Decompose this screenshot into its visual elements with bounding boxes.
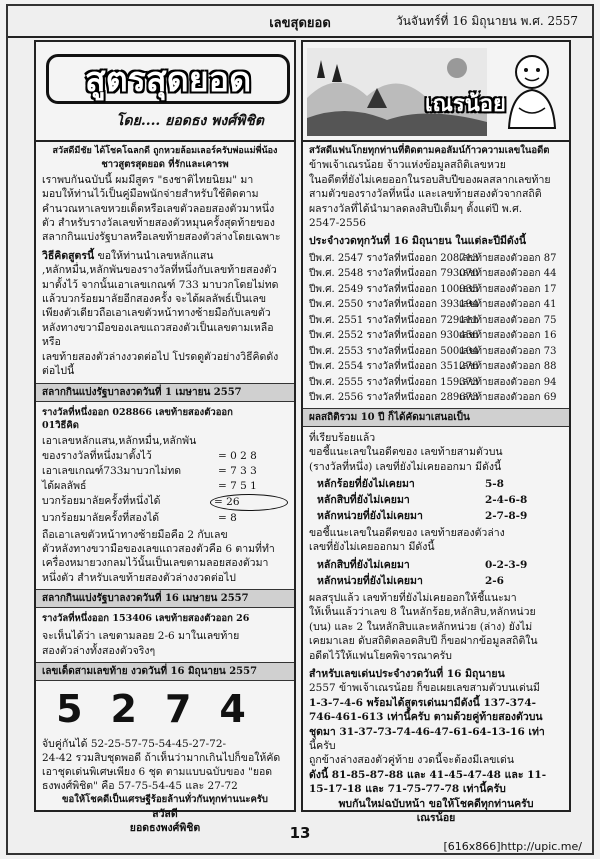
right-column [301, 40, 571, 824]
greeting-line: ชาวสูตรสุดยอด ที่รักและเคารพ [101, 159, 229, 171]
mid-text [303, 524, 569, 557]
body-line: ให้เห็นแล้วว่าเลข 8 ในหลักร้อย,หลักสิบ,หลักหน่วย [309, 606, 536, 619]
example2-heading: สลากกินแบ่งรัฐบาลงวดวันที่ 16 เมษายน 2557 [36, 589, 294, 608]
body-line: ผลสรุปแล้ว เลขท้ายที่ยังไม่เคยออกให้ชี้แนะมา [309, 591, 517, 604]
body-line: ข้าพเจ้าเณรน้อย จ้าวแห่งข้อมูลสถิติเลขหวย [309, 159, 506, 172]
author-signature: เณรน้อย [416, 811, 456, 824]
body-line: 24-42 รวมสิบชุดพอดี ถ้าเห็นว่ามากเกินไปก็ขอให้คัด [42, 751, 281, 764]
example2-result: รางวัลที่หนึ่งออก 153406 เลขท้ายสองตัวออก 26 [42, 613, 250, 625]
right-intro [303, 142, 569, 232]
body-line: ถูกข้างล่างสองตัวคู่ท้าย งวดนี้จะต้องมีเลขเด่น [309, 754, 515, 767]
body-line: 1-3-7-4-6 พร้อมได้สูตรเด่นมามีดังนี้ 137-374- [309, 696, 537, 709]
column-logo-nennoy: เณรน้อย [425, 91, 506, 117]
body-line: จับคู่กันได้ 52-25-57-75-54-45-27-72- [42, 737, 227, 750]
example1-result-line: รางวัลที่หนึ่งออก 028866 เลขท้ายสองตัวออก [42, 406, 233, 418]
example1-result [36, 404, 294, 434]
page-header [8, 6, 592, 38]
calc-row: ได้ผลลัพธ์ = 7 5 1 [42, 479, 257, 492]
intro-line: เราพบกันฉบับนี้ ผมมีสูตร "ธงชาติไทยนิยม" มา [42, 173, 254, 186]
body-line: ดังนี้ 81-85-87-88 และ 41-45-47-48 และ 11- [309, 768, 547, 781]
page-number: 13 [289, 824, 311, 842]
stat-heading: ผลสถิติรวม 10 ปี ก็ได้คัดมาเสนอเป็น [303, 408, 569, 427]
featured-digits: 5274 [56, 686, 274, 731]
body-line: หนึ่งตัว สำหรับเลขท้ายสองตัวล่างงวดต่อไป [42, 571, 236, 584]
body-line: 15-17-18 และ 71-75-77-78 เท่านี้ครับ [309, 783, 506, 796]
closing-text [36, 735, 294, 837]
body-line: ขอชี้แนะเลขในอดีตของ เลขท้ายสามตัวบน [309, 446, 503, 459]
history-heading: ประจำงวดทุกวันที่ 16 มิถุนายน ในแต่ละปีมีดังนี้ [309, 235, 527, 248]
left-banner [36, 42, 294, 142]
body-line: ผลรางวัลที่ได้นำมาลดลงสิบปีเต็มๆ ตั้งแต่ปี พ.ศ. [309, 202, 523, 215]
greeting-line: สวัสดีมีชัย ได้โชคโฉลกดี ถูกหวยล้อมเลอร์ครับพ่อแม่พี่น้อง [52, 146, 278, 156]
method-line: แล้วบวกร้อยมาลัยอีกสองครั้ง จะได้ผลลัพธ์เป็นเลข [42, 293, 267, 306]
not-out-2digit-table [303, 557, 569, 589]
body-line: ขอชี้แนะเลขในอดีตของ เลขท้ายสองตัวล่าง [309, 527, 505, 540]
calc-row: บวกร้อยมาลัยครั้งที่หนึ่งได้ = 26 [36, 494, 294, 511]
after-calc-text [36, 526, 294, 588]
right-banner [303, 42, 569, 142]
intro-text [36, 142, 294, 247]
suggest-row: หลักร้อยที่ยังไม่เคยมา 5-8 [317, 478, 504, 491]
body-line: สำหรับเลขเด่นประจำงวดวันที่ 16 มิถุนายน [309, 667, 505, 680]
closing-line: พบกันใหม่ฉบับหน้า ขอให้โชคดีทุกท่านครับ [338, 797, 534, 810]
body-line: ตัวหลังทางขวามือของเลขแถวสองตัวคือ 6 ตามที่ทำ [42, 542, 275, 555]
body-line: เอาชุดเด่นพิเศษเพียง 6 ชุด ตามแบบฉบับของ "ยอด [42, 765, 273, 778]
history-row: ปีพ.ศ. 2551 รางวัลที่หนึ่งออก 729111 เลขท้ายสองตัวออก 75 [309, 314, 557, 326]
method-text [36, 247, 294, 381]
method-line: มาตั้งไว้ จากนั้นเอาเลขเกณฑ์ 733 มาบวกโดยไม่ทด [42, 278, 279, 291]
issue-date: วันจันทร์ที่ 16 มิถุนายน พ.ศ. 2557 [395, 14, 578, 28]
history-row: ปีพ.ศ. 2549 รางวัลที่หนึ่งออก 100935 เลขท้ายสองตัวออก 17 [309, 283, 557, 295]
suggest-row: หลักสิบที่ยังไม่เคยมา 2-4-6-8 [317, 494, 528, 507]
suggest-row: หลักสิบที่ยังไม่เคยมา 0-2-3-9 [317, 558, 528, 571]
calc-row: เอาเลขเกณฑ์733มาบวกไม่ทด = 7 3 3 [42, 464, 257, 477]
history-table [303, 251, 569, 406]
intro-line: มอบให้ท่านไว้เป็นคู่มือพนักจ่ายสำหรับใช้ติดตาม [42, 188, 259, 201]
right-headline: สวัสดีแฟนโกยทุกท่านที่ติดตามคอลัมน์ก้าวความเลขในอดีต [309, 145, 550, 156]
body-line: สองตัวล่างทั้งสองตัวจริงๆ [42, 644, 156, 657]
body-line: นี้ครับ [309, 739, 336, 752]
body-line: สามตัวของรางวัลที่หนึ่ง และเลขท้ายสองตัวจากสถิติ [309, 188, 542, 201]
history-row: ปีพ.ศ. 2556 รางวัลที่หนึ่งออก 289673 เลขท้ายสองตัวออก 69 [309, 392, 557, 404]
publication-title: เลขสุดยอด [269, 16, 331, 31]
history-row: ปีพ.ศ. 2553 รางวัลที่หนึ่งออก 500104 เลขท้ายสองตัวออก 73 [309, 345, 557, 357]
example2-text [36, 627, 294, 660]
body-line: ที่เรียบร้อยแล้ว [309, 431, 376, 444]
history-row: ปีพ.ศ. 2548 รางวัลที่หนึ่งออก 793070 เลขท้ายสองตัวออก 44 [309, 268, 557, 280]
intro-line: คำนวณหาเลขหวยเด็ดหรือเลขตัวลอยสองตัวมาหนึ่ง [42, 202, 275, 215]
method-line: เพียงตัวเดียวถือเอาเลขตัวหน้าทางซ้ายมือกับเลขตัว [42, 307, 271, 320]
history-row: ปีพ.ศ. 2550 รางวัลที่หนึ่งออก 393194 เลขท้ายสองตัวออก 41 [309, 299, 557, 311]
calc-row: บวกร้อยมาลัยครั้งที่สองได้ = 8 [42, 511, 237, 524]
body-line: (รางวัลที่หนึ่ง) เลขที่ยังไม่เคยออกมา มีดังนี้ [309, 460, 502, 473]
body-line: ถือเอาเลขตัวหน้าทางซ้ายมือคือ 2 กับเลข [42, 528, 228, 541]
example1-heading: สลากกินแบ่งรัฐบาลงวดวันที่ 1 เมษายน 2557 [36, 383, 294, 402]
suggest-row: หลักหน่วยที่ยังไม่เคยมา 2-6 [317, 574, 504, 587]
calc-table [36, 434, 294, 526]
body-line: 746-461-613 เท่านี้ครับ ตามด้วยคู่ท้ายสองตัวบน [309, 711, 543, 724]
newspaper-page [6, 4, 594, 855]
body-line: ธงพงศ์พิชิต" คือ 57-75-54-45 และ 27-72 [42, 779, 238, 792]
body-line: 2547-2556 [309, 217, 366, 230]
body-line: 2557 ข้าพเจ้าเณรน้อย ก็ขอเผยเลขสามตัวบนเด่นมี [309, 682, 540, 695]
body-line: อดีตไว้ให้แฟนโยคพิจารณาครับ [309, 649, 452, 662]
history-row: ปีพ.ศ. 2552 รางวัลที่หนึ่งออก 930456 เลขท้ายสองตัวออก 16 [309, 330, 557, 342]
body-line: จะเห็นได้ว่า เลขตามลอย 2-6 มาในเลขท้าย [42, 630, 240, 643]
not-out-3digit-table [303, 476, 569, 524]
body-line: (บน) และ 2 ในหลักสิบและหลักหน่วย (ล่าง) ยังไม่ [309, 620, 533, 633]
method-line: ,หลักหมื่น,หลักพันของรางวัลที่หนึ่งกับเลขท้ายสองตัว [42, 264, 277, 277]
calc-row: เอาเลขหลักแสน,หลักหมื่น,หลักพัน [42, 434, 197, 447]
body-line: เลขที่ยังไม่เคยออกมา มีดังนี้ [309, 541, 435, 554]
author-signature: ยอดธงพงศ์พิชิต [129, 821, 201, 834]
watermark: [616x866]http://upic.me/ [443, 840, 582, 853]
suggest-row: หลักหน่วยที่ยังไม่เคยมา 2-7-8-9 [317, 510, 528, 523]
today-text [303, 665, 569, 827]
closing-line: ขอให้โชคดีเป็นเศรษฐีร้อยล้านทั่วกันทุกท่านนะครับ [62, 793, 268, 805]
history-row: ปีพ.ศ. 2555 รางวัลที่หนึ่งออก 159373 เลขท้ายสองตัวออก 94 [309, 376, 557, 388]
left-column [34, 40, 296, 834]
circled-result: = 26 [210, 494, 288, 511]
example1-result-line: 01วิธีคิด [42, 419, 79, 431]
byline: โดย.... ยอดธง พงศ์พิชิต [116, 113, 264, 129]
closing-line: สวัสดี [152, 807, 178, 820]
history-row: ปีพ.ศ. 2547 รางวัลที่หนึ่งออก 208713 เลขท้ายสองตัวออก 87 [309, 252, 557, 264]
monk-cartoon-icon [499, 48, 565, 136]
intro-line: ตัว สำหรับรางวัลเลขท้ายสองตัวหมุนครั้งสุดท้ายของ [42, 217, 275, 230]
stat-text [303, 429, 569, 476]
intro-line: สลากกินแบ่งรัฐบาลหรือเลขท้ายสองตัวล่างโดยเฉพาะ [42, 231, 281, 244]
body-line: เครื่องหมายวงกลมไว้นั้นเป็นเลขตามลอยสองตัวมา [42, 557, 269, 570]
body-line: ชุดมา 31-37-73-74-46-47-61-64-13-16 เท่า [309, 725, 545, 738]
method-line: เลขท้ายสองตัวล่างงวดต่อไป โปรดดูตัวอย่างวิธีคิดดัง [42, 350, 279, 363]
history-row: ปีพ.ศ. 2554 รางวัลที่หนึ่งออก 351276 เลขท้ายสองตัวออก 88 [309, 361, 557, 373]
today-heading: เลขเด็ดสามเลขท้าย งวดวันที่ 16 มิถุนายน 2557 [36, 662, 294, 681]
method-title: วิธีคิดสูตรนี้ [42, 249, 95, 262]
method-line: หลังทางขวามือของเลขแถวสองตัวเป็นเลขตามเหลือหรือ [42, 321, 274, 349]
summary-text [303, 589, 569, 665]
method-line: ต่อไปนี้ [42, 365, 75, 378]
body-line: เคยมาเลย ดับสถิติตลอดสิบปี ก็ขอฝากข้อมูลสถิติใน [309, 635, 538, 648]
method-line: ขอให้ท่านนำเลขหลักแสน [97, 249, 214, 262]
calc-row: ของรางวัลที่หนึ่งมาตั้งไว้ = 0 2 8 [42, 449, 257, 462]
column-logo-sutsudyod: สูตรสุดยอด [46, 54, 290, 104]
body-line: ในอดีตที่ยังไม่เคยออกในรอบสิบปีของผลสลากเลขท้าย [309, 173, 551, 186]
